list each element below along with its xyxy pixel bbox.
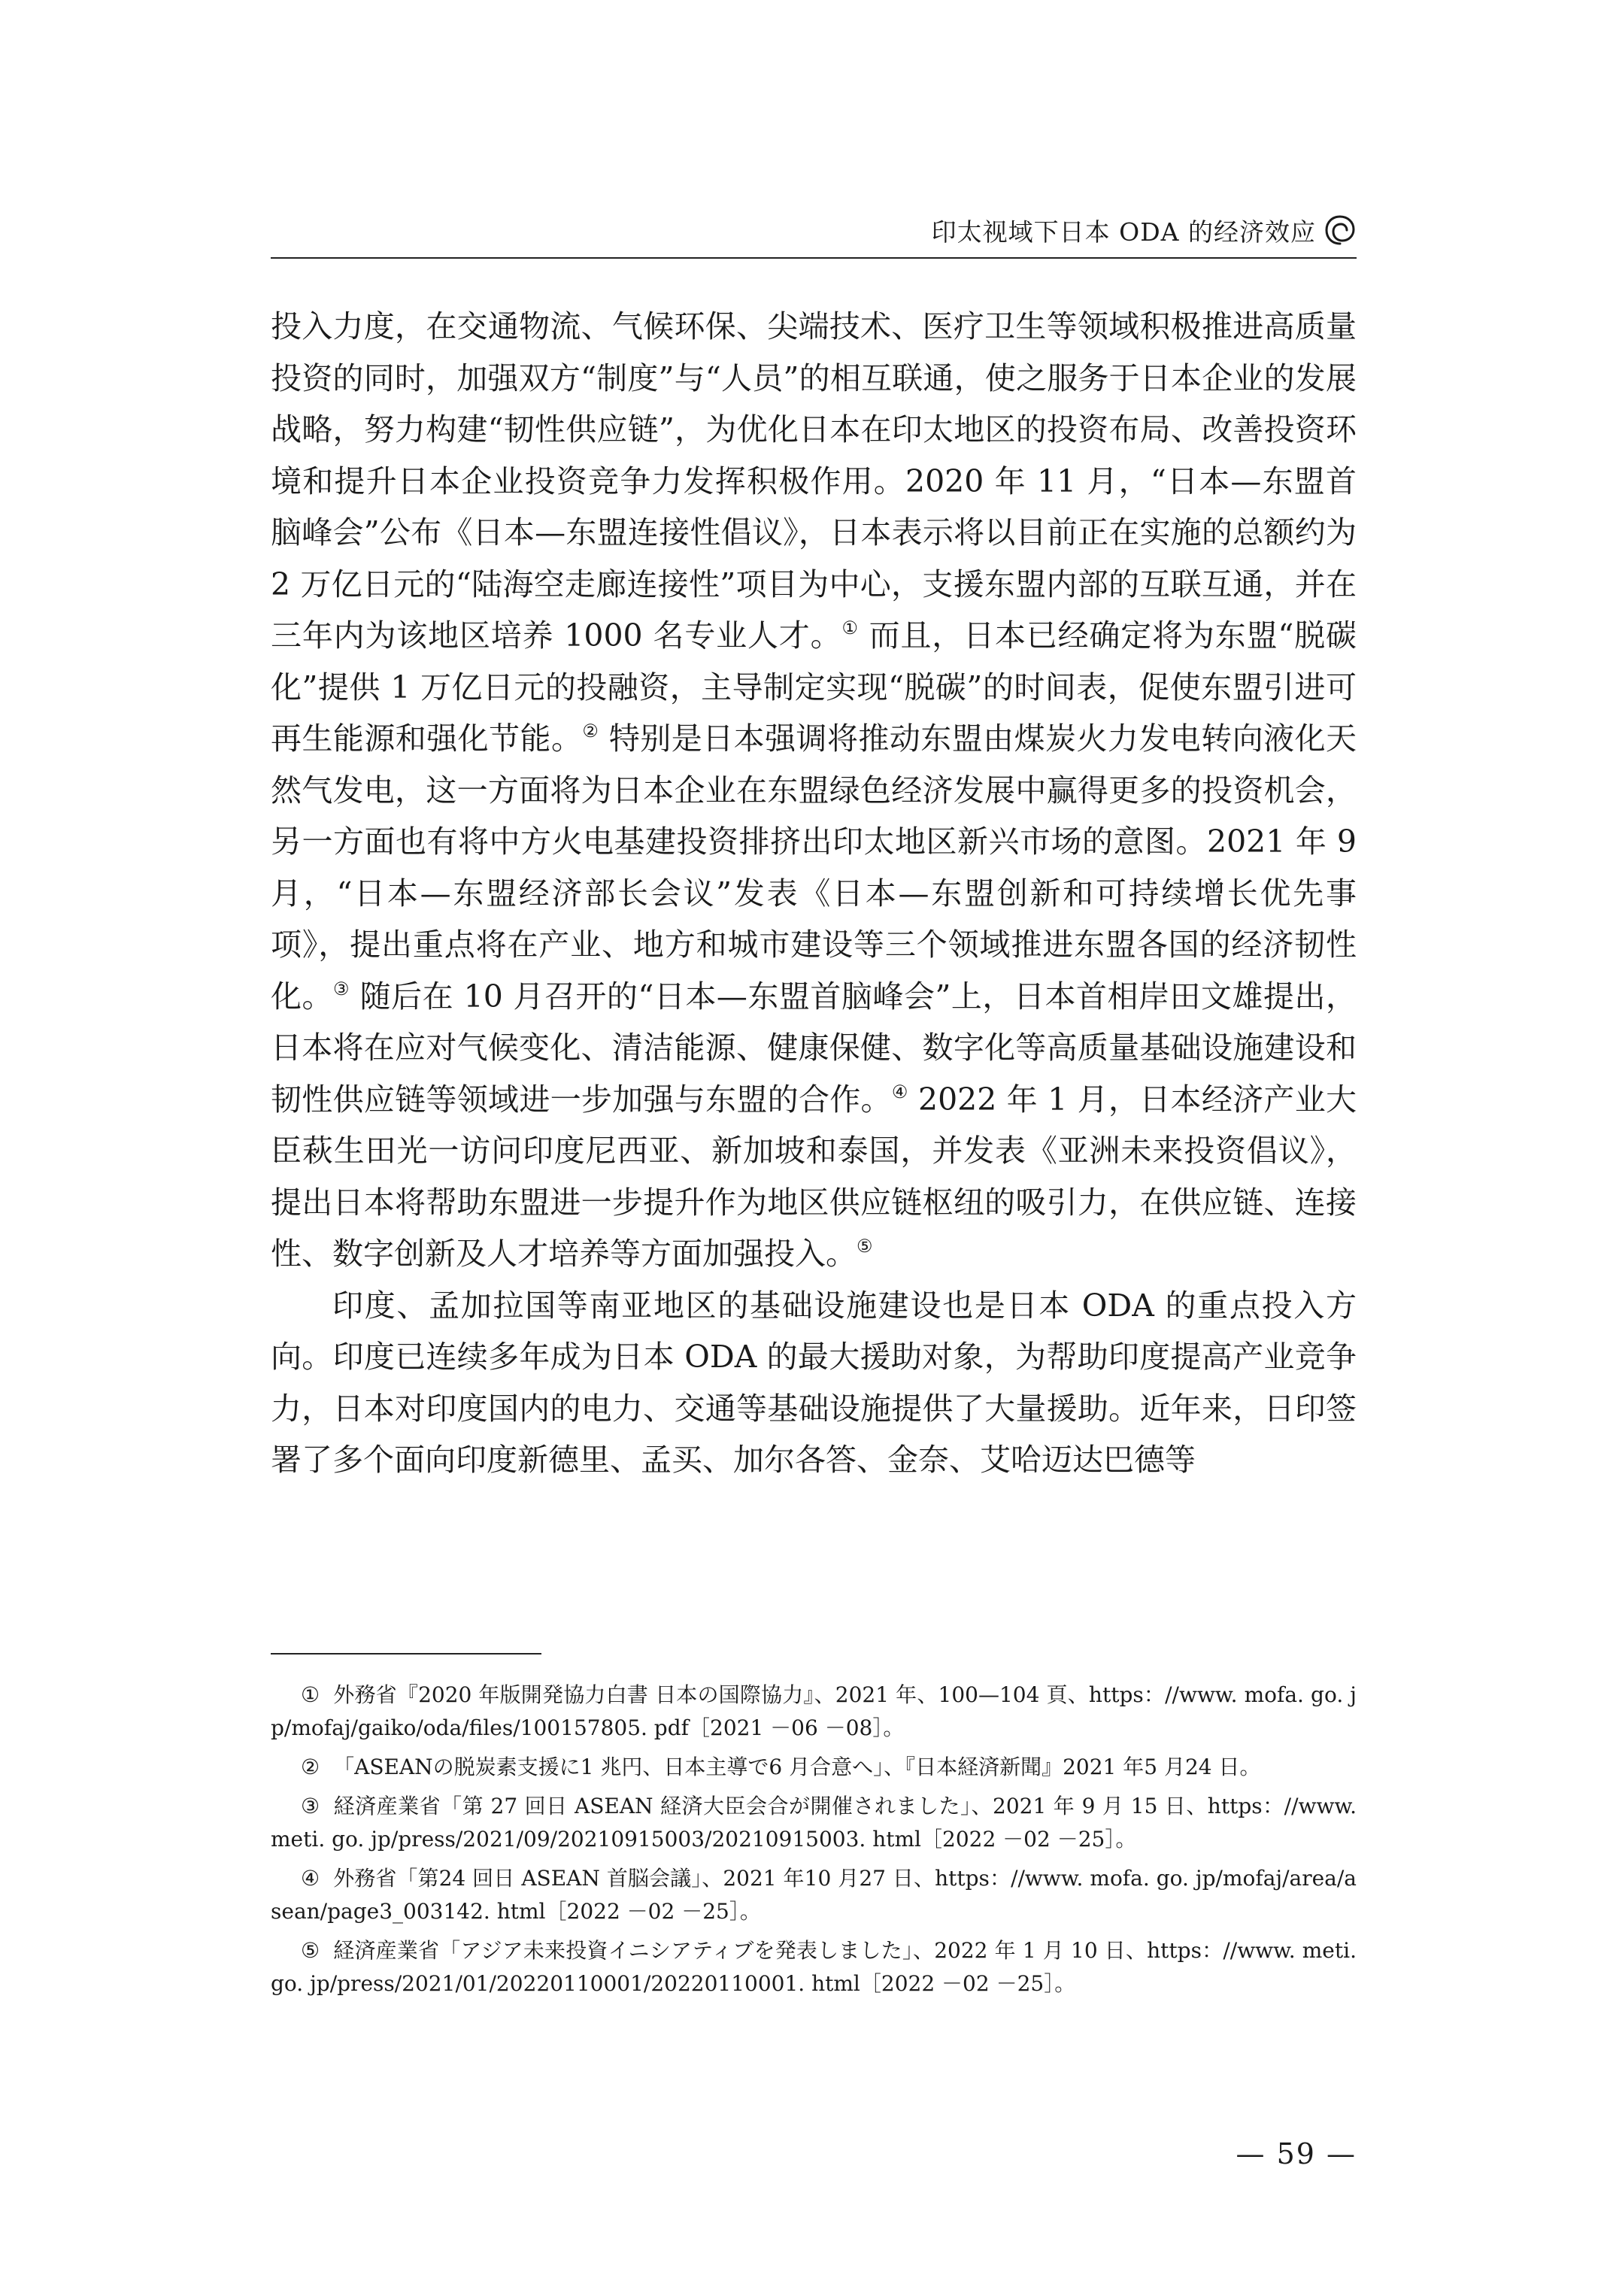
footnote-text: 経済産業省「第 27 回日 ASEAN 経済大臣会合が開催されました」、2021 年 9 月 15 日、https：//www. meti. go. jp/press/2021/09/20210915003/20210915003. html［2022 －02 －25］。	[271, 1794, 1357, 1852]
footnote-ref-1[interactable]: ①	[841, 617, 859, 638]
text-segment: 2022 年 1 月，日本经济产业大臣萩生田光一访问印度尼西亚、新加坡和泰国，并发表《亚洲未来投资倡议》，提出日本将帮助东盟进一步提升作为地区供应链枢纽的吸引力，在供应链、连接性、数字创新及人才培养等方面加强投入。	[271, 1081, 1357, 1272]
footnote-5	[271, 1934, 1357, 2000]
text-segment: 投入力度，在交通物流、气候环保、尖端技术、医疗卫生等领域积极推进高质量投资的同时，加强双方“制度”与“人员”的相互联通，使之服务于日本企业的发展战略，努力构建“韧性供应链”，为优化日本在印太地区的投资布局、改善投资环境和提升日本企业投资竞争力发挥积极作用。2020 年 11 月，“日本—东盟首脑峰会”公布《日本—东盟连接性倡议》，日本表示将以目前正在实施的总额约为 2 万亿日元的“陆海空走廊连接性”项目为中心，支援东盟内部的互联互通，并在三年内为该地区培养 1000 名专业人才。	[271, 308, 1357, 654]
page-number: — 59 —	[1236, 2137, 1357, 2170]
footnote-4	[271, 1862, 1357, 1928]
footnote-2	[271, 1751, 1357, 1784]
footnote-text: 「ASEANの脱炭素支援に1 兆円、日本主導で6 月合意へ」、『日本経済新聞』2021 年5 月24 日。	[333, 1755, 1261, 1779]
footnote-3	[271, 1790, 1357, 1856]
footnote-mark: ①	[301, 1682, 320, 1707]
text-segment: 而且，日本已经确定将为东盟“脱碳化”提供 1 万亿日元的投融资，主导制定实现“脱碳”的时间表，促使东盟引进可再生能源和强化节能。	[271, 617, 1357, 757]
main-text	[271, 301, 1357, 1486]
footnote-ref-4[interactable]: ④	[891, 1081, 908, 1103]
footnote-mark: ②	[301, 1755, 320, 1779]
paragraph-1	[271, 301, 1357, 1280]
footnote-ref-3[interactable]: ③	[333, 978, 350, 999]
footnote-mark: ④	[301, 1866, 320, 1891]
paragraph-2: 印度、孟加拉国等南亚地区的基础设施建设也是日本 ODA 的重点投入方向。印度已连续多年成为日本 ODA 的最大援助对象，为帮助印度提高产业竞争力，日本对印度国内的电力、交通等基础设施提供了大量援助。近年来，日印签署了多个面向印度新德里、孟买、加尔各答、金奈、艾哈迈达巴德等	[271, 1287, 1357, 1478]
footnote-mark: ③	[301, 1794, 320, 1818]
footnotes	[271, 1679, 1357, 2006]
footnote-ref-2[interactable]: ②	[582, 720, 599, 742]
text-segment: 随后在 10 月召开的“日本—东盟首脑峰会”上，日本首相岸田文雄提出，日本将在应对气候变化、清洁能源、健康保健、数字化等高质量基础设施建设和韧性供应链等领域进一步加强与东盟的合作。	[271, 978, 1357, 1118]
running-head	[271, 208, 1357, 253]
footnote-divider	[271, 1653, 541, 1655]
running-head-title: 印太视域下日本 ODA 的经济效应	[931, 217, 1316, 247]
footnote-text: 外務省「第24 回日 ASEAN 首脳会議」、2021 年10 月27 日、https：//www. mofa. go. jp/mofaj/area/asean/page3_003142. html［2022 －02 －25］。	[271, 1866, 1357, 1924]
footnote-mark: ⑤	[301, 1938, 320, 1963]
text-segment: 特别是日本强调将推动东盟由煤炭火力发电转向液化天然气发电，这一方面将为日本企业在东盟绿色经济发展中赢得更多的投资机会，另一方面也有将中方火电基建投资排挤出印太地区新兴市场的意图。2021 年 9 月，“日本—东盟经济部长会议”发表《日本—东盟创新和可持续增长优先事项》，提出重点将在产业、地方和城市建设等三个领域推进东盟各国的经济韧性化。	[271, 720, 1357, 1015]
footnote-ref-5[interactable]: ⑤	[857, 1236, 873, 1257]
header-divider	[271, 257, 1357, 259]
footnote-text: 外務省『2020 年版開発協力白書 日本の国際協力』、2021 年、100—104 頁、https：//www. mofa. go. jp/mofaj/gaiko/oda/files/100157805. pdf［2021 －06 －08］。	[271, 1682, 1357, 1740]
footnote-1	[271, 1679, 1357, 1745]
footnote-text: 経済産業省「アジア未来投資イニシアティブを発表しました」、2022 年 1 月 10 日、https：//www. meti. go. jp/press/2021/01/20220110001/20220110001. html［2022 －02 －25］。	[271, 1938, 1357, 1996]
spiral-icon	[1324, 214, 1357, 247]
